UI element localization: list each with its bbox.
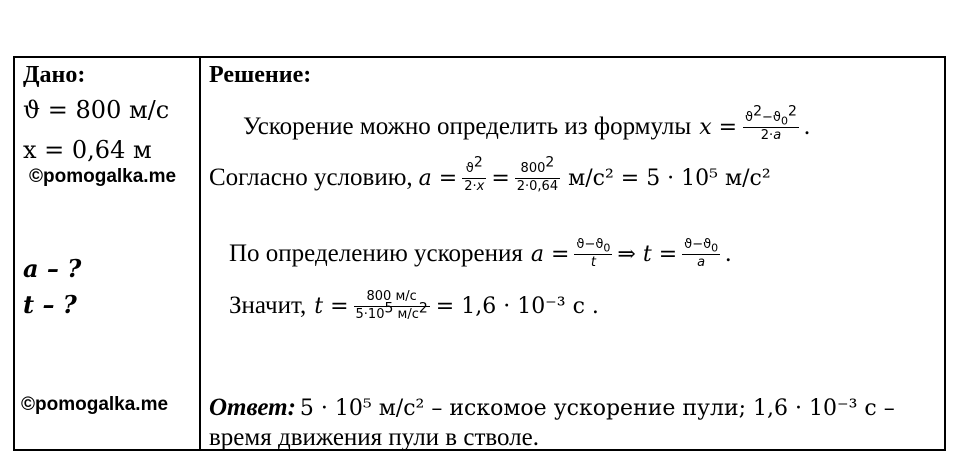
line4-result: = 1,6 · 10⁻³ с . bbox=[435, 293, 599, 319]
formula-accel-def: $\frac{ϑ-ϑ_0}{t}$ bbox=[576, 237, 611, 270]
watermark-bottom: ©pomogalka.me bbox=[21, 394, 169, 415]
formula-x: x = bbox=[699, 114, 738, 140]
formula-a-numeric: $\frac{800^2}{2\cdot 0,64}$ bbox=[516, 154, 559, 194]
line3-text: По определению ускорения bbox=[229, 240, 523, 267]
given-velocity: ϑ = 800 м/с bbox=[23, 96, 170, 124]
solution-line-1: Ускорение можно определить из формулы x = $\frac{ϑ^2-ϑ_0^2}{2\cdot a}$ . bbox=[243, 103, 811, 143]
answer-line-2: время движения пули в стволе. bbox=[209, 424, 540, 451]
solution-line-2: Согласно условию, a = $\frac{ϑ^2}{2\cdot x}$ = $\frac{800^2}{2\cdot 0,64}$ м/с² = 5 · 10⁵ м/с² bbox=[209, 154, 771, 194]
line2-text: Согласно условию, bbox=[209, 164, 413, 191]
column-divider bbox=[199, 58, 201, 449]
line4-text: Значит, bbox=[229, 292, 307, 319]
given-header: Дано: bbox=[23, 62, 86, 88]
given-distance: x = 0,64 м bbox=[23, 136, 152, 164]
answer-label: Ответ: bbox=[209, 394, 296, 421]
solution-header: Решение: bbox=[209, 62, 312, 88]
find-acceleration: a – ? bbox=[23, 254, 82, 283]
formula-x-fraction: $\frac{ϑ^2-ϑ_0^2}{2\cdot a}$ bbox=[745, 103, 797, 143]
watermark-top: ©pomogalka.me bbox=[29, 166, 177, 187]
answer-text: 5 · 10⁵ м/с² – искомое ускорение пули; 1,6 · 10⁻³ с – bbox=[299, 396, 895, 421]
solution-line-3: По определению ускорения a = $\frac{ϑ-ϑ_0}{t}$ ⇒ t = $\frac{ϑ-ϑ_0}{a}$ . bbox=[229, 237, 732, 270]
answer-line-1 bbox=[209, 394, 895, 422]
solution-line-4: Значит, t = $\frac{800 м/с}{5\cdot 10^5 м/с^2}$ = 1,6 · 10⁻³ с . bbox=[229, 289, 599, 322]
formula-time-numeric: $\frac{800 м/с}{5\cdot 10^5 м/с^2}$ bbox=[355, 289, 428, 322]
solution-table bbox=[13, 56, 946, 451]
formula-a-fraction: $\frac{ϑ^2}{2\cdot x}$ bbox=[464, 154, 485, 194]
line1-text: Ускорение можно определить из формулы bbox=[243, 113, 692, 140]
line2-result: м/с² = 5 · 10⁵ м/с² bbox=[568, 165, 771, 191]
find-time: t – ? bbox=[23, 290, 77, 319]
formula-time-def: $\frac{ϑ-ϑ_0}{a}$ bbox=[684, 237, 719, 270]
